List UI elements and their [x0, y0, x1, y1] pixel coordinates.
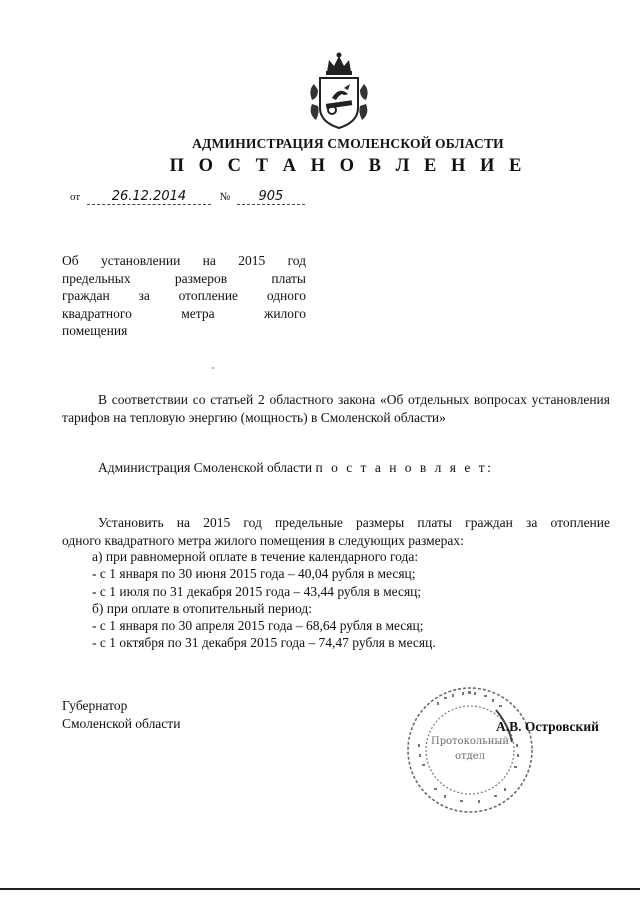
list-item: а) при равномерной оплате в течение календарного года: [92, 549, 419, 564]
subject-line: предельных размеров платы [62, 270, 306, 286]
organization-title: АДМИНИСТРАЦИЯ СМОЛЕНСКОЙ ОБЛАСТИ [192, 136, 504, 151]
date-number-line [70, 190, 305, 205]
list-item: - с 1 января по 30 апреля 2015 года – 68,64 рубля в месяц; [92, 618, 424, 634]
subject-line: граждан за отопление одного [62, 288, 306, 304]
handwritten-number: 905 [237, 190, 305, 205]
svg-text:отдел: отдел [455, 751, 485, 762]
list-item: - с 1 января по 30 июня 2015 года – 40,04 рубля в месяц; [92, 566, 416, 582]
subject-block [62, 252, 306, 340]
handwritten-date: 26.12.2014 [87, 190, 211, 205]
signatory-title-line: Смоленской области [62, 716, 181, 731]
preamble-paragraph: В соответствии со статьей 2 областного закона «Об отдельных вопросах установления тарифов на тепловую энергию (мощность) в Смоленской области» [62, 392, 610, 425]
page-bottom-rule [0, 888, 640, 890]
subject-line: Об установлении на 2015 год [62, 253, 306, 268]
decree-prefix: Администрация Смоленской области [98, 460, 313, 475]
official-stamp [404, 684, 536, 816]
svg-text:Протокольный: Протокольный [430, 736, 510, 747]
resolution-line: одного квадратного метра жилого помещения в следующих размерах: [62, 533, 464, 548]
number-prefix: № [219, 191, 231, 203]
signatory-title [62, 697, 180, 733]
document-type-title: П О С Т А Н О В Л Е Н И Е [169, 156, 527, 176]
decree-verb: п о с т а н о в л я е т: [315, 460, 494, 475]
decree-paragraph [62, 459, 610, 477]
subject-line: квадратного метра жилого [62, 305, 306, 321]
list-item: - с 1 июля по 31 декабря 2015 года – 43,44 рубля в месяц; [92, 583, 422, 599]
scan-speck [212, 367, 214, 369]
list-item: - с 1 октября по 31 декабря 2015 года – 74,47 рубля в месяц. [92, 635, 436, 651]
resolution-line: Установить на 2015 год предельные размеры платы граждан за отопление [98, 515, 610, 530]
rates-list [92, 548, 436, 652]
subject-line: помещения [62, 323, 128, 339]
signatory-name: А.В. Островский [496, 719, 599, 734]
list-item: б) при оплате в отопительный период: [92, 600, 313, 616]
signatory-title-line: Губернатор [62, 698, 128, 713]
date-prefix: от [70, 191, 81, 203]
coat-of-arms-emblem [304, 50, 374, 132]
resolution-paragraph [62, 514, 610, 550]
